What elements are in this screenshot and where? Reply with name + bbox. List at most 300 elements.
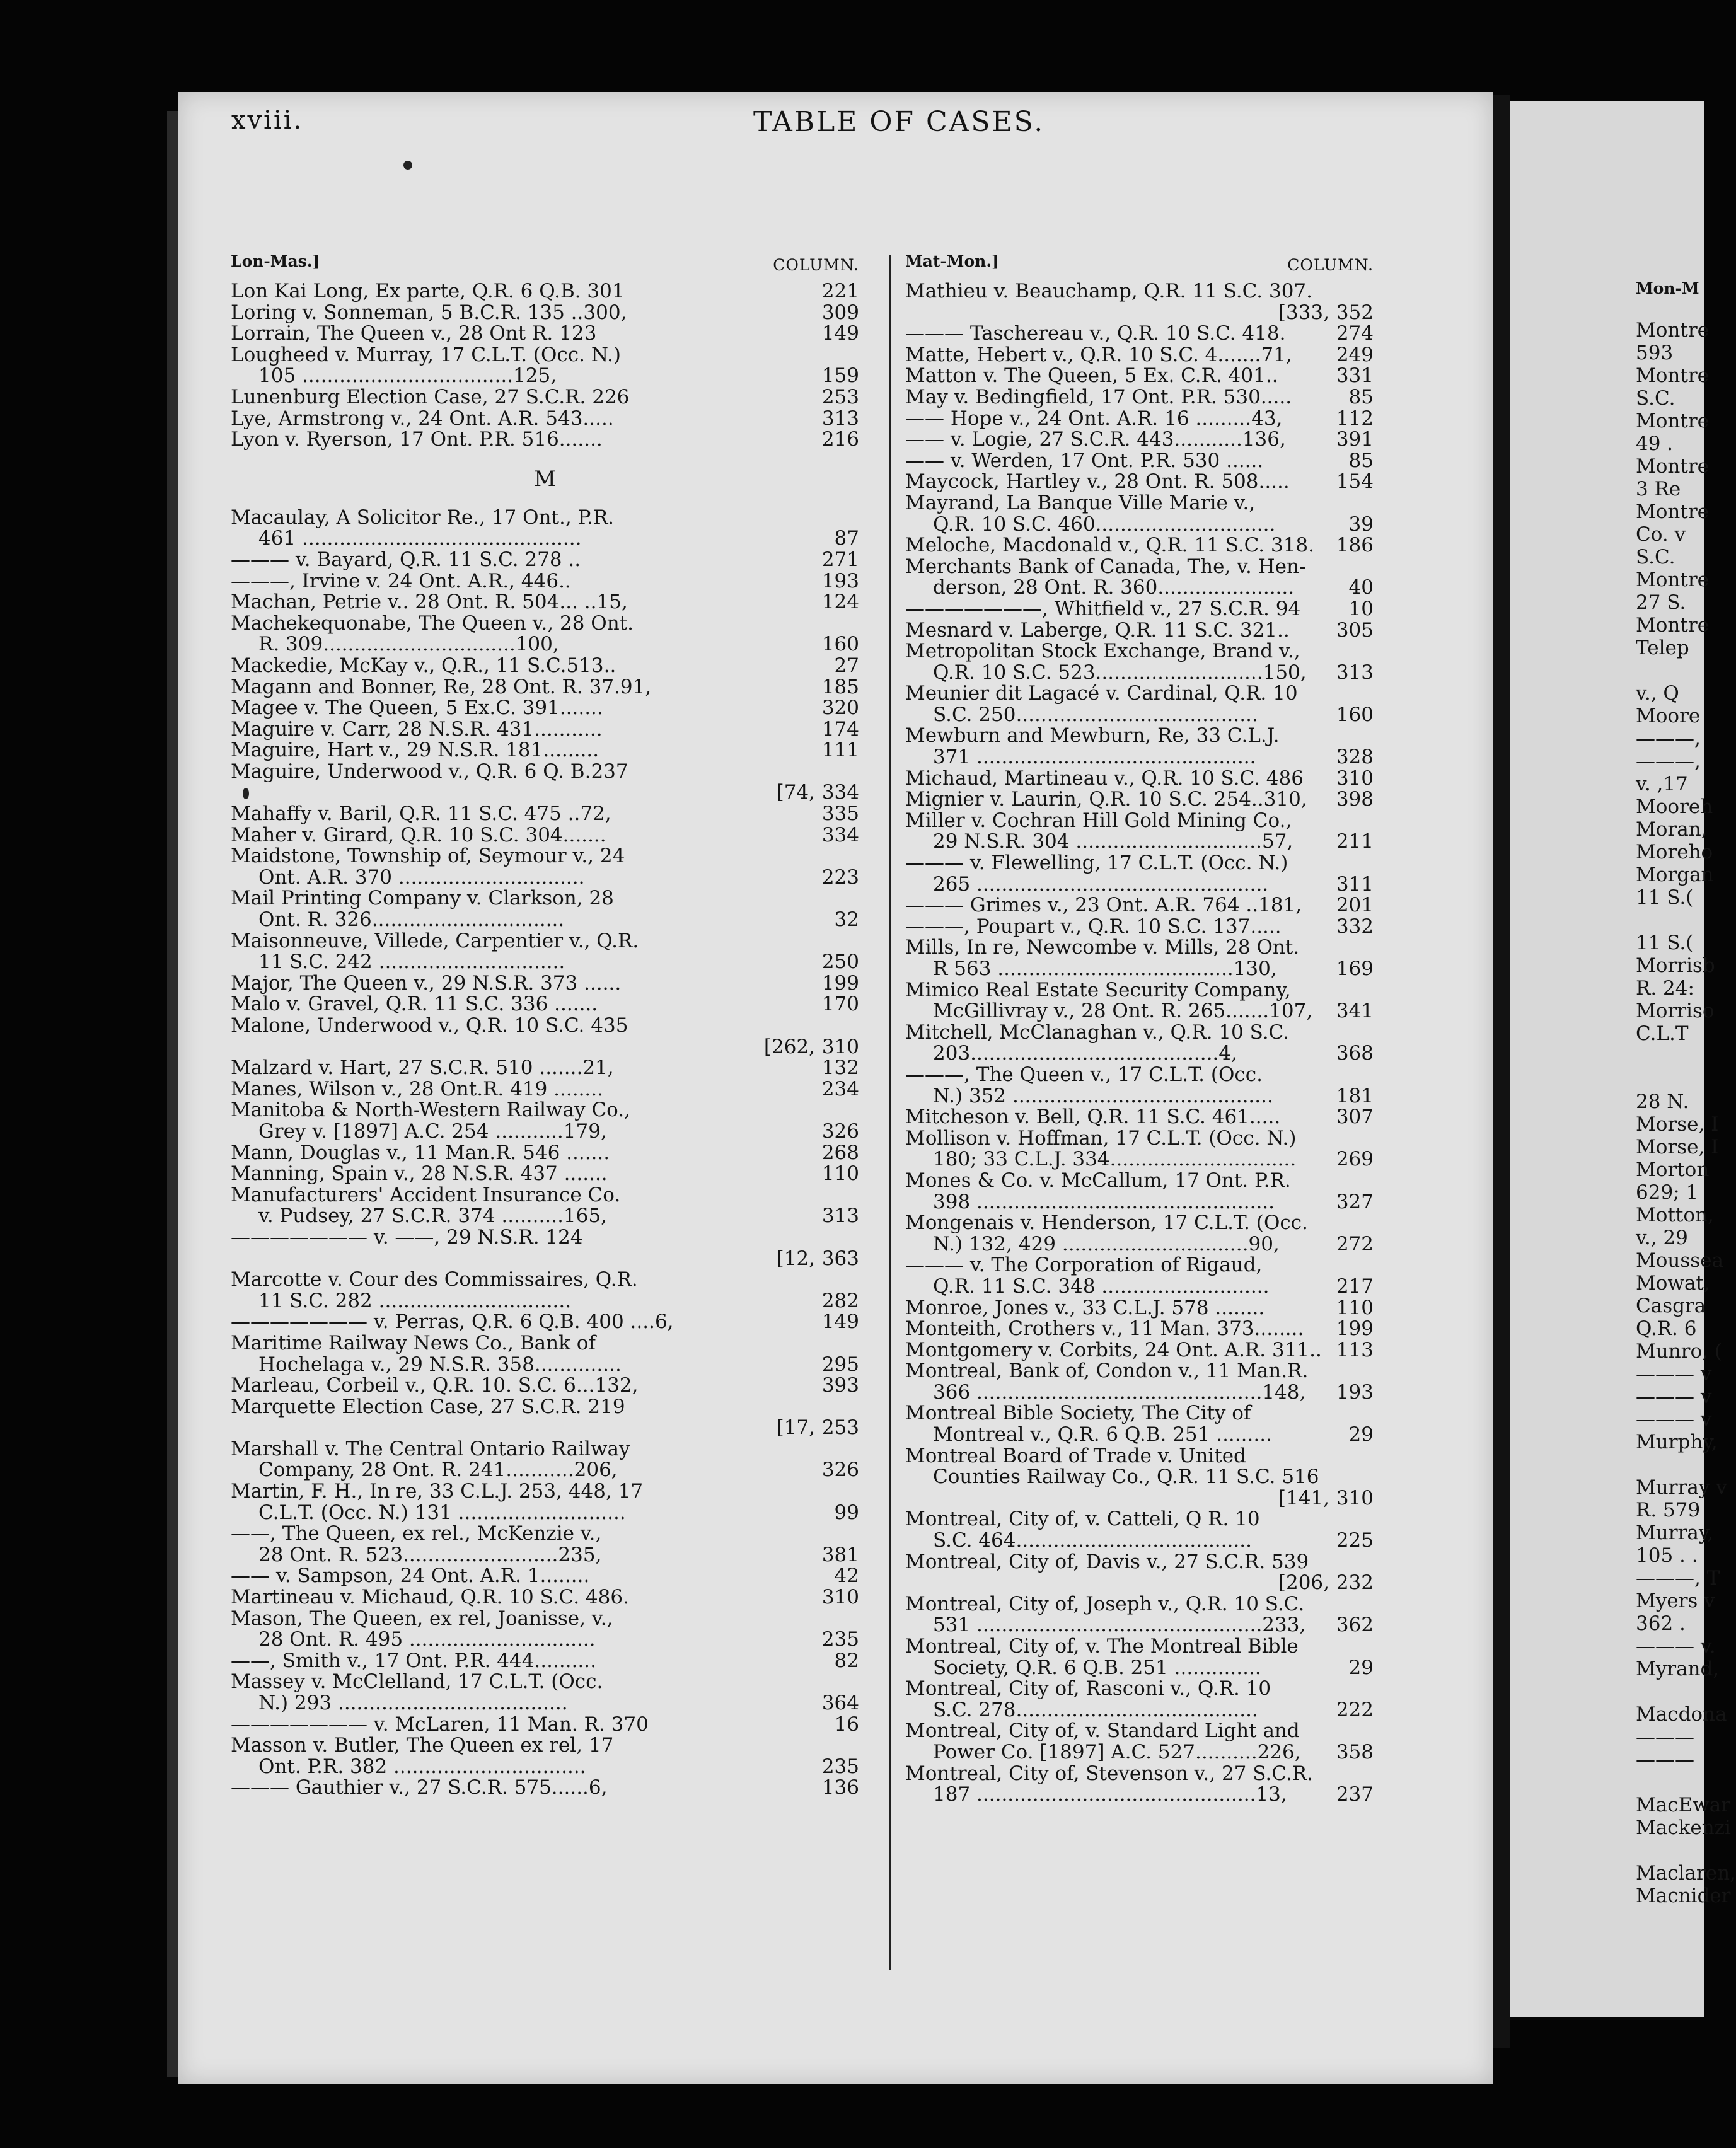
column-number: 391	[1336, 428, 1374, 451]
column-number: 274	[1336, 322, 1374, 345]
case-citation: S.C. 250.......................................	[933, 703, 1258, 726]
case-citation: —— v. Sampson, 24 Ont. A.R. 1........	[231, 1564, 590, 1588]
column-number: 154	[1336, 470, 1374, 494]
case-citation: [141,	[1278, 1486, 1329, 1510]
column-number: 320	[821, 696, 859, 720]
case-entry	[905, 620, 1374, 642]
case-entry	[231, 571, 859, 592]
case-citation: Montreal Board of Trade v. United	[905, 1444, 1246, 1467]
column-number: 160	[1336, 703, 1374, 726]
case-citation: Merchants Bank of Canada, The, v. Hen-	[905, 555, 1306, 578]
case-entry	[905, 514, 1374, 536]
case-citation: 398 ................................................	[933, 1190, 1275, 1213]
case-entry	[905, 959, 1374, 980]
case-entry	[231, 1397, 859, 1418]
facing-line: Montre	[1636, 455, 1709, 478]
case-citation: Mignier v. Laurin, Q.R. 10 S.C. 254..310,	[905, 788, 1307, 811]
facing-line: 11 S.(	[1636, 932, 1694, 954]
case-entry	[905, 662, 1374, 684]
case-entry	[231, 761, 859, 783]
case-citation: 187 .............................................13,	[933, 1783, 1287, 1806]
facing-line: v., 29	[1636, 1227, 1688, 1249]
case-citation: Ont. A.R. 370 ..............................	[258, 865, 585, 889]
facing-line: ——— v	[1636, 1363, 1712, 1385]
case-citation: 29 N.S.R. 304 ..............................57,	[933, 830, 1293, 853]
case-entry	[231, 1079, 859, 1100]
case-citation: McGillivray v., 28 Ont. R. 265.......107,	[933, 1000, 1313, 1023]
case-entry	[905, 1552, 1374, 1573]
case-entry	[231, 1058, 859, 1079]
facing-line: 105 . .	[1636, 1544, 1698, 1567]
facing-line: ——— v	[1636, 1408, 1712, 1431]
facing-line: 11 S.(	[1636, 886, 1694, 909]
column-number: 110	[1336, 1296, 1374, 1319]
facing-line: ———	[1636, 1748, 1694, 1771]
facing-line: ——— v	[1636, 1385, 1712, 1408]
case-entry	[231, 408, 859, 430]
column-number: 29	[1348, 1656, 1374, 1679]
facing-line: Morse, I	[1636, 1136, 1719, 1158]
case-citation: Mail Printing Company v. Clarkson, 28	[231, 887, 614, 910]
case-entry	[905, 1700, 1374, 1721]
column-number: 234	[821, 1077, 859, 1100]
case-entry	[231, 1333, 859, 1354]
case-entry	[231, 909, 859, 931]
column-number: 217	[1336, 1274, 1374, 1298]
facing-line: C.L.T	[1636, 1022, 1689, 1045]
column-number: 149	[821, 1310, 859, 1334]
column-number: 159	[821, 364, 859, 388]
case-entry	[231, 1608, 859, 1630]
case-citation: Miller v. Cochran Hill Gold Mining Co.,	[905, 809, 1292, 832]
case-citation: Loring v. Sonneman, 5 B.C.R. 135 ..300,	[231, 301, 627, 324]
right-column	[905, 251, 1374, 1806]
case-citation: ——— v. Flewelling, 17 C.L.T. (Occ. N.)	[905, 852, 1288, 875]
case-entry	[231, 1206, 859, 1227]
case-entry	[905, 1509, 1374, 1530]
case-entry	[231, 528, 859, 550]
case-citation: Mahaffy v. Baril, Q.R. 11 S.C. 475 ..72,	[231, 802, 611, 826]
case-citation: v. Pudsey, 27 S.C.R. 374 ..........165,	[258, 1204, 607, 1228]
case-citation: [17,	[776, 1416, 815, 1440]
facing-line	[1636, 909, 1736, 932]
case-citation: Company, 28 Ont. R. 241...........206,	[258, 1458, 618, 1482]
case-citation: S.C. 278.......................................	[933, 1698, 1258, 1721]
facing-line: Montre	[1636, 569, 1709, 591]
case-citation: Mackedie, McKay v., Q.R., 11 S.C.513..	[231, 654, 616, 677]
facing-line: Mackenzi	[1636, 1816, 1731, 1839]
column-number: 29	[1348, 1423, 1374, 1446]
case-entry	[905, 1213, 1374, 1234]
column-label: COLUMN.	[1287, 256, 1374, 274]
case-entry	[231, 677, 859, 698]
case-citation: 203........................................4,	[933, 1042, 1237, 1065]
column-number: 185	[821, 675, 859, 698]
column-number: 364	[821, 1692, 859, 1714]
column-number: 113	[1336, 1338, 1374, 1361]
case-entry	[905, 705, 1374, 726]
case-entry	[905, 1594, 1374, 1615]
case-entry	[905, 1784, 1374, 1806]
column-number: 193	[821, 569, 859, 592]
case-citation: 28 Ont. R. 523.........................235,	[258, 1543, 602, 1566]
case-entry	[905, 1361, 1374, 1382]
case-entry	[905, 1424, 1374, 1446]
column-number: 149	[821, 322, 859, 345]
case-citation: Montreal Bible Society, The City of	[905, 1402, 1251, 1425]
column-number: 341	[1336, 1000, 1374, 1023]
case-citation: Mesnard v. Laberge, Q.R. 11 S.C. 321..	[905, 618, 1290, 642]
case-citation: Monteith, Crothers v., 11 Man. 373........	[905, 1317, 1304, 1341]
case-citation: ———————, Whitfield v., 27 S.C.R. 94	[905, 597, 1301, 620]
case-citation: ——————— v. ——, 29 N.S.R. 124	[231, 1225, 583, 1249]
case-citation: Montgomery v. Corbits, 24 Ont. A.R. 311..	[905, 1338, 1322, 1361]
facing-line: Montre	[1636, 319, 1709, 342]
facing-line	[1636, 1045, 1736, 1068]
case-entry	[905, 1573, 1374, 1594]
facing-line: v., Q	[1636, 682, 1679, 705]
case-citation: Maguire v. Carr, 28 N.S.R. 431...........	[231, 717, 603, 741]
case-citation: Montreal, City of, Joseph v., Q.R. 10 S.C.	[905, 1592, 1305, 1615]
case-citation: Montreal, City of, Rasconi v., Q.R. 10	[905, 1677, 1271, 1701]
case-entry	[231, 931, 859, 952]
column-number: 268	[821, 1141, 859, 1164]
column-number: 10	[1348, 597, 1374, 620]
case-citation: —— Hope v., 24 Ont. A.R. 16 .........43,	[905, 407, 1283, 430]
case-entry	[231, 613, 859, 635]
column-number: 235	[821, 1755, 859, 1778]
case-entry	[231, 1735, 859, 1757]
case-entry	[231, 1354, 859, 1376]
column-number: 27	[834, 654, 859, 677]
case-citation: 11 S.C. 242 ..............................	[258, 950, 565, 974]
facing-line: 3 Re	[1636, 478, 1681, 500]
case-entry	[905, 303, 1374, 324]
column-number: 87	[834, 527, 859, 550]
case-citation: R 563 ......................................130,	[933, 957, 1277, 980]
book-spine	[1493, 95, 1510, 2048]
case-entry	[905, 471, 1374, 493]
case-citation: ———, Poupart v., Q.R. 10 S.C. 137.....	[905, 915, 1282, 938]
case-entry	[905, 1001, 1374, 1022]
column-number: 327	[1336, 1190, 1374, 1213]
case-citation: —— v. Logie, 27 S.C.R. 443...........136,	[905, 428, 1286, 451]
column-number: 40	[1348, 576, 1374, 599]
case-citation: 461 .............................................	[258, 527, 582, 550]
case-citation: Montreal, City of, Davis v., 27 S.C.R. 539	[905, 1550, 1309, 1573]
facing-line: v. ,17	[1636, 773, 1688, 795]
case-entry	[231, 1587, 859, 1608]
page-title: TABLE OF CASES.	[753, 106, 1045, 138]
column-number: 222	[1336, 1698, 1374, 1721]
case-citation: [262,	[763, 1035, 815, 1058]
column-number: 398	[1336, 788, 1374, 811]
case-citation: Montreal v., Q.R. 6 Q.B. 251 .........	[933, 1423, 1272, 1446]
case-citation: Montreal, City of, v. The Montreal Bible	[905, 1635, 1299, 1658]
case-entry	[905, 1065, 1374, 1086]
case-citation: 265 ...............................................	[933, 872, 1269, 896]
case-entry	[231, 1714, 859, 1736]
column-number: 112	[1336, 407, 1374, 430]
column-number: 110	[821, 1162, 859, 1186]
facing-line: Montre	[1636, 614, 1709, 637]
case-entry	[905, 1764, 1374, 1785]
facing-line: Morrisb	[1636, 954, 1715, 977]
facing-line	[1636, 1453, 1736, 1476]
case-citation: ——— Grimes v., 23 Ont. A.R. 764 ..181,	[905, 894, 1302, 917]
case-entry	[231, 429, 859, 451]
case-citation: ——— v. The Corporation of Rigaud,	[905, 1254, 1263, 1277]
column-number: 334	[821, 781, 859, 804]
facing-line: Munro, (	[1636, 1340, 1722, 1363]
case-entry	[231, 1545, 859, 1566]
case-citation: C.L.T. (Occ. N.) 131 ...........................	[258, 1501, 626, 1524]
facing-line: MacEwar	[1636, 1794, 1731, 1816]
paper-speck	[243, 788, 249, 799]
case-entry	[905, 1086, 1374, 1107]
case-entry	[905, 1022, 1374, 1044]
column-number: 326	[821, 1119, 859, 1143]
case-entry	[905, 811, 1374, 832]
case-citation: Matton v. The Queen, 5 Ex. C.R. 401..	[905, 364, 1278, 388]
facing-line: Macdona	[1636, 1703, 1727, 1726]
facing-line: 629; 1	[1636, 1181, 1699, 1204]
case-citation: [74,	[776, 781, 815, 804]
case-citation: Macaulay, A Solicitor Re., 17 Ont., P.R.	[231, 505, 615, 529]
column-number: 358	[1336, 1740, 1374, 1764]
column-number: 313	[1336, 661, 1374, 684]
column-range: Mat-Mon.]	[905, 252, 999, 270]
column-header	[905, 251, 1374, 281]
case-citation: Montreal, Bank of, Condon v., 11 Man.R.	[905, 1360, 1309, 1383]
case-entry	[231, 825, 859, 846]
column-number: 211	[1336, 830, 1374, 853]
case-entry	[905, 1636, 1374, 1658]
case-citation: Marshall v. The Central Ontario Railway	[231, 1437, 630, 1460]
case-citation: [333,	[1278, 301, 1329, 324]
facing-line: Mooreh	[1636, 795, 1713, 818]
facing-line: 362 .	[1636, 1612, 1686, 1635]
case-citation: ———, Irvine v. 24 Ont. A.R., 446..	[231, 569, 571, 592]
case-entry	[905, 451, 1374, 472]
case-entry	[231, 1121, 859, 1143]
facing-line: Morton	[1636, 1158, 1710, 1181]
column-number: 32	[834, 908, 859, 932]
facing-line: Casgra	[1636, 1295, 1706, 1317]
column-number: 169	[1336, 957, 1374, 980]
case-entry	[231, 1566, 859, 1587]
case-entry	[231, 1481, 859, 1503]
case-entry	[905, 1340, 1374, 1361]
facing-column-range: Mon-M	[1636, 279, 1699, 297]
column-number: 216	[821, 428, 859, 451]
case-entry	[231, 634, 859, 655]
column-number: 249	[1336, 343, 1374, 366]
case-entry	[231, 345, 859, 366]
facing-page-text	[1636, 277, 1736, 1907]
facing-line: Maclaren,	[1636, 1862, 1736, 1885]
case-entry	[905, 599, 1374, 620]
case-entry	[905, 1234, 1374, 1256]
case-entry	[905, 345, 1374, 366]
case-entry	[231, 550, 859, 571]
case-citation: Machekequonabe, The Queen v., 28 Ont.	[231, 611, 634, 635]
case-entry	[905, 831, 1374, 853]
case-citation: Mason, The Queen, ex rel, Joanisse, v.,	[231, 1607, 613, 1630]
case-citation: Michaud, Martineau v., Q.R. 10 S.C. 486	[905, 766, 1304, 790]
left-column	[231, 251, 859, 1799]
case-citation: Manes, Wilson v., 28 Ont.R. 419 ........	[231, 1077, 603, 1100]
facing-line: R. 579	[1636, 1499, 1701, 1522]
case-entry	[905, 768, 1374, 790]
case-citation: Manitoba & North-Western Railway Co.,	[231, 1099, 630, 1122]
facing-line: 593	[1636, 342, 1674, 364]
facing-line	[1636, 1680, 1736, 1703]
column-number: 237	[1336, 1783, 1374, 1806]
facing-line: Morgan	[1636, 863, 1714, 886]
case-entry	[905, 1170, 1374, 1192]
column-number: 295	[821, 1353, 859, 1376]
case-citation: N.) 293 .....................................	[258, 1692, 568, 1714]
facing-line: Moore	[1636, 705, 1701, 727]
facing-line: Motton,	[1636, 1204, 1714, 1227]
case-citation: May v. Bedingfield, 17 Ont. P.R. 530.....	[905, 385, 1292, 408]
case-entry	[231, 846, 859, 867]
case-entry	[231, 994, 859, 1015]
entry-list	[905, 281, 1374, 1806]
case-citation: Mones & Co. v. McCallum, 17 Ont. P.R.	[905, 1169, 1291, 1192]
column-number: 328	[1336, 746, 1374, 769]
facing-line: Macnider	[1636, 1885, 1731, 1907]
case-entry	[905, 874, 1374, 896]
column-number: 201	[1336, 894, 1374, 917]
case-entry	[231, 1015, 859, 1037]
case-entry	[905, 1721, 1374, 1742]
case-entry	[231, 303, 859, 324]
column-number: 193	[1336, 1380, 1374, 1404]
case-citation: Magee v. The Queen, 5 Ex.C. 391.......	[231, 696, 603, 720]
column-number: 363	[821, 1247, 859, 1270]
column-number: 310	[821, 1035, 859, 1058]
case-citation: 105 ..................................125,	[258, 364, 557, 388]
case-citation: Society, Q.R. 6 Q.B. 251 ..............	[933, 1656, 1261, 1679]
case-citation: 531 ..............................................233,	[933, 1614, 1306, 1637]
case-entry	[231, 1312, 859, 1333]
column-number: 232	[1336, 1571, 1374, 1595]
page-number: xviii.	[231, 106, 304, 135]
column-number: 16	[834, 1712, 859, 1736]
case-citation: Counties Railway Co., Q.R. 11 S.C. 516	[933, 1465, 1319, 1489]
column-number: 253	[821, 385, 859, 408]
column-number: 181	[1336, 1084, 1374, 1107]
column-header	[231, 251, 859, 281]
case-citation: Massey v. McClelland, 17 C.L.T. (Occ.	[231, 1670, 603, 1694]
case-entry	[905, 980, 1374, 1002]
facing-line: 27 S.	[1636, 591, 1686, 614]
column-number: 311	[1336, 872, 1374, 896]
column-number: 82	[834, 1649, 859, 1672]
case-entry	[905, 641, 1374, 662]
case-entry	[231, 1651, 859, 1672]
case-entry	[905, 323, 1374, 345]
case-entry	[905, 1742, 1374, 1764]
case-entry	[231, 1439, 859, 1460]
case-entry	[905, 1658, 1374, 1679]
facing-line: Murphy,	[1636, 1431, 1718, 1453]
facing-line: Moreho	[1636, 841, 1713, 863]
case-citation: Lye, Armstrong v., 24 Ont. A.R. 543.....	[231, 407, 614, 430]
case-entry	[905, 366, 1374, 387]
column-number: 235	[821, 1628, 859, 1651]
case-citation: Maycock, Hartley v., 28 Ont. R. 508.....	[905, 470, 1290, 494]
facing-line: S.C.	[1636, 387, 1675, 410]
case-citation: Mewburn and Mewburn, Re, 33 C.L.J.	[905, 724, 1280, 748]
case-entry	[231, 323, 859, 345]
case-citation: Marquette Election Case, 27 S.C.R. 219	[231, 1395, 625, 1418]
case-entry	[905, 408, 1374, 430]
column-number: 124	[821, 591, 859, 614]
case-entry	[905, 281, 1374, 303]
case-citation: Meloche, Macdonald v., Q.R. 11 S.C. 318.	[905, 534, 1315, 557]
column-number: 271	[821, 548, 859, 571]
case-entry	[905, 1298, 1374, 1319]
column-number: 310	[1336, 1486, 1374, 1510]
facing-line: Morse, I	[1636, 1113, 1719, 1136]
case-citation: Mann, Douglas v., 11 Man.R. 546 .......	[231, 1141, 610, 1164]
case-citation: Grey v. [1897] A.C. 254 ...........179,	[258, 1119, 607, 1143]
column-number: 199	[821, 971, 859, 995]
column-number: 362	[1336, 1614, 1374, 1637]
case-citation: 11 S.C. 282 ...............................	[258, 1289, 572, 1312]
case-entry	[231, 867, 859, 889]
case-citation: derson, 28 Ont. R. 360......................	[933, 576, 1295, 599]
case-entry	[905, 1255, 1374, 1276]
case-citation: ——————— v. McLaren, 11 Man. R. 370	[231, 1712, 649, 1736]
case-citation: ——— v. Bayard, Q.R. 11 S.C. 278 ..	[231, 548, 581, 571]
case-entry	[905, 1149, 1374, 1170]
case-entry	[905, 1403, 1374, 1424]
case-citation: Q.R. 10 S.C. 460.............................	[933, 512, 1276, 536]
case-entry	[231, 1757, 859, 1778]
case-citation: Q.R. 10 S.C. 523...........................150,	[933, 661, 1307, 684]
case-citation: Mills, In re, Newcombe v. Mills, 28 Ont.	[905, 936, 1300, 959]
column-number: 310	[821, 1586, 859, 1609]
column-number: 221	[821, 280, 859, 303]
case-citation: ——— Taschereau v., Q.R. 10 S.C. 418.	[905, 322, 1286, 345]
case-citation: Mayrand, La Banque Ville Marie v.,	[905, 491, 1256, 514]
column-number: 310	[1336, 766, 1374, 790]
column-number: 253	[821, 1416, 859, 1440]
column-number: 332	[1336, 915, 1374, 938]
case-citation: S.C. 464......................................	[933, 1529, 1252, 1552]
case-citation: ———, The Queen v., 17 C.L.T. (Occ.	[905, 1063, 1263, 1086]
case-citation: 180; 33 C.L.J. 334..............................	[933, 1148, 1297, 1171]
case-citation: Martin, F. H., In re, 33 C.L.J. 253, 448, 17	[231, 1480, 644, 1503]
case-citation: ——, The Queen, ex rel., McKenzie v.,	[231, 1522, 602, 1545]
column-number: 326	[821, 1458, 859, 1482]
case-citation: N.) 352 ..........................................	[933, 1084, 1273, 1107]
case-citation: —— v. Werden, 17 Ont. P.R. 530 ......	[905, 449, 1264, 472]
case-citation: Matte, Hebert v., Q.R. 10 S.C. 4.......71,	[905, 343, 1292, 366]
case-citation: Martineau v. Michaud, Q.R. 10 S.C. 486.	[231, 1586, 629, 1609]
facing-line: Co. v	[1636, 523, 1686, 546]
case-citation: Hochelaga v., 29 N.S.R. 358..............	[258, 1353, 622, 1376]
case-citation: ——— Gauthier v., 27 S.C.R. 575......6,	[231, 1776, 608, 1799]
case-entry	[905, 1678, 1374, 1700]
column-number: 85	[1348, 449, 1374, 472]
facing-line: Moran,	[1636, 818, 1708, 841]
case-entry	[905, 683, 1374, 705]
